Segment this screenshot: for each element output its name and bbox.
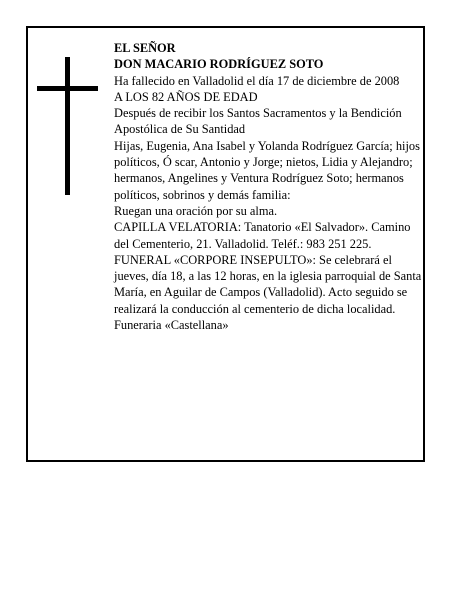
notice-body bbox=[114, 40, 426, 333]
age-line: A LOS 82 AÑOS DE EDAD bbox=[114, 89, 258, 104]
death-info: Ha fallecido en Valladolid el día 17 de diciembre de 2008 bbox=[114, 73, 400, 88]
funeral-info: FUNERAL «CORPORE INSEPULTO»: Se celebrará el jueves, día 18, a las 12 horas, en la iglesia parroquial de Santa María, en Aguilar de Campos (Valladolid). Acto seguido se realizará la conducción al cementerio de dicha localidad. bbox=[114, 252, 422, 316]
cross-icon-bar bbox=[37, 86, 98, 91]
chapel-info: CAPILLA VELATORIA: Tanatorio «El Salvador». Camino del Cementerio, 21. Valladolid. Teléf.: 983 251 225. bbox=[114, 220, 411, 251]
deceased-name: DON MACARIO RODRÍGUEZ SOTO bbox=[114, 57, 324, 72]
sacraments-line: Después de recibir los Santos Sacramentos y la Bendición Apostólica de Su Santidad bbox=[114, 106, 402, 137]
family-list: Hijas, Eugenia, Ana Isabel y Yolanda Rodríguez García; hijos políticos, Ó scar, Antonio y Jorge; nietos, Lidia y Alejandro; hermanos, Angelines y Ventura Rodríguez Soto; hermanos políticos, sobrinos y demás familia: bbox=[114, 138, 420, 202]
notice-title: EL SEÑOR bbox=[114, 41, 176, 55]
funeral-home: Funeraria «Castellana» bbox=[114, 318, 229, 333]
cross-icon bbox=[65, 57, 70, 195]
prayer-request: Ruegan una oración por su alma. bbox=[114, 203, 278, 218]
